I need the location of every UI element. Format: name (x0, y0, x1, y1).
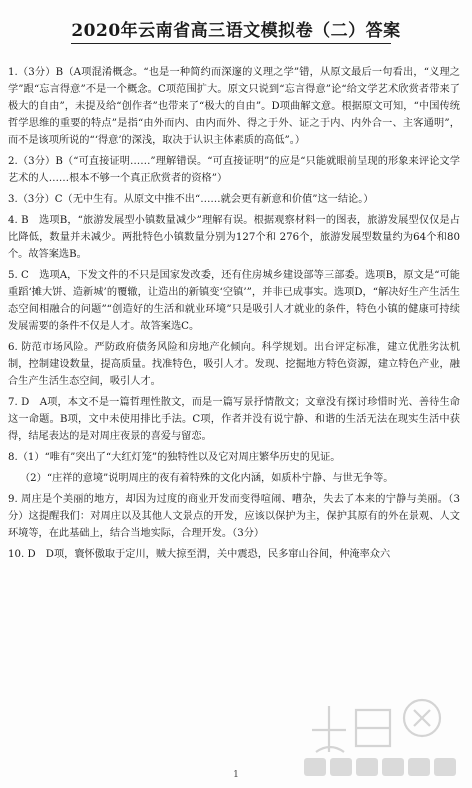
watermark-logo-icon (294, 692, 464, 782)
answer-content (8, 64, 460, 567)
answer-item-5: 5. C 选项A，下发文件的不只是国家发改委，还有住房城乡建设部等三部委。选项B，原文是“可能重蹈‘摊大饼、造新城’的覆辙，让造出的新镇变‘空镇’”，并非已成事实。选项D，“解决好生产生活生态空间相融合的问题”“创造好的生活和就业环境”只是吸引人才就业的条件，特色小镇的健康可持续发展需要的条件不仅是人才。故答案选C。 (8, 270, 460, 332)
page-number: 1 (233, 770, 239, 780)
title-underline (71, 43, 391, 44)
page-title: 2020年云南省高三语文模拟卷（二）答案 (71, 21, 401, 41)
answer-item-9: 9. 周庄是个美丽的地方，却因为过度的商业开发而变得喧闹、嘈杂，失去了本来的宁静与美丽。（3分）这提醒我们：对周庄以及其他人文景点的开发，应该以保护为主，保护其原有的外在景观、人文环境等，在此基础上，结合当地实际，合理开发。（3分） (8, 494, 460, 539)
answer-item-1: 1.（3分）B（A项混淆概念。“也是一种简约而深邃的义理之学”错，从原文最后一句看出，“义理之学”跟“忘言得意”不是一个概念。C项范围扩大。原文只说到“忘言得意”论“给文学艺术欣赏者带来了极大的自由”，未提及给“创作者”也带来了“极大的自由”。D项曲解文意。根据原文可知，“中国传统哲学思维的重要的特点”是指“由外而内、由内而外、得之于外、证之于内、内外合一、主客通明”，而不是该项所说的“‘得意’的深浅，取决于认识主体素质的高低”。） (8, 67, 460, 146)
answer-item-8-part-2: （2）“庄祥的意境”说明周庄的夜有着特殊的文化内涵，如质朴宁静、与世无争等。 (20, 473, 394, 484)
answer-item-7: 7. D A项，本文不是一篇哲理性散文，而是一篇写景抒情散文；文章没有探讨珍惜时光、善待生命这一命题。B项，文中未使用排比手法。C项，作者并没有说宁静、和谐的生活无法在现实生活中获得，结尾表达的是对周庄夜景的喜爱与留恋。 (8, 397, 460, 442)
answer-item-3: 3.（3分）C（无中生有。从原文中推不出“……就会更有新意和价值”这一结论。） (8, 194, 374, 205)
answer-item-8-part-1: 8.（1）“唯有”突出了“大红灯笼”的独特性以及它对周庄繁华历史的见证。 (8, 452, 341, 463)
answer-item-10: 10. D D项，寰怀傲取于定川，贼大掠至渭，关中震恐，民多窜山谷间，仲淹率众六 (8, 549, 391, 560)
answer-item-6: 6. 防范市场风险。严防政府债务风险和房地产化倾向。科学规划。出台评定标准，建立优胜劣汰机制，控制建设数量，提高质量。找准特色，吸引人才。发现、挖掘地方特色资源，建立特色产业，融合生产生活生态空间，吸引人才。 (8, 342, 460, 387)
answer-item-4: 4. B 选项B，“旅游发展型小镇数量减少”理解有误。根据观察材料一的图表，旅游发展型仅仅是占比降低，数量并未减少。两批特色小镇数量分别为127个和 276个，旅游发展型数量约为64个和80个。故答案选B。 (8, 215, 460, 260)
answer-item-2: 2.（3分）B（“可直接证明……”理解错误。“可直接证明”的应是“只能就眼前呈现的形象来评论文学艺术的人……根本不够一个真正欣赏者的资格”） (8, 156, 460, 184)
